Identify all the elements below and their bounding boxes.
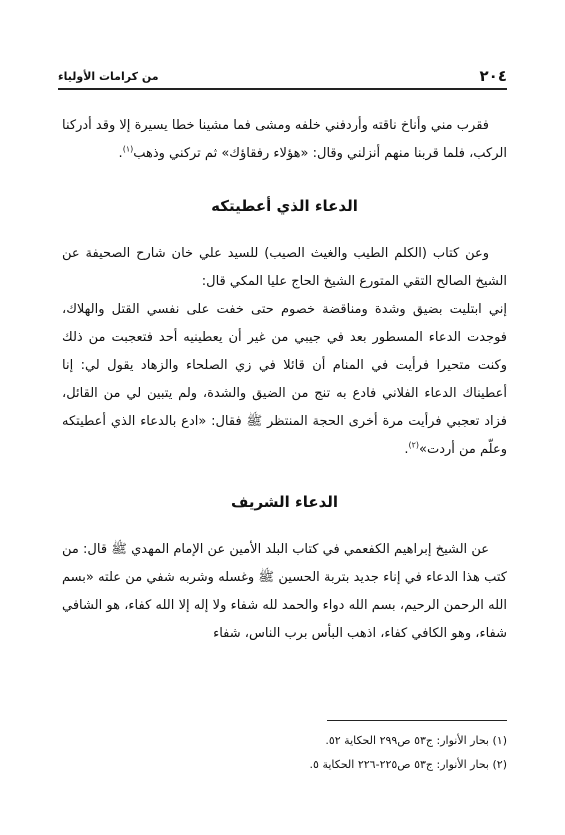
paragraph-end: . [118, 146, 123, 161]
running-title: من كرامات الأولياء [58, 70, 159, 83]
footnote: (٢) بحار الأنوار: ج٥٣ ص٢٢٥-٢٢٦ الحكاية ٥. [309, 758, 507, 771]
paragraph-story [62, 296, 507, 464]
paragraph-text: فقرب مني وأناخ ناقته وأردفني خلفه ومشى فما مشينا خطا يسيرة إلا وقد أدركنا الركب، فلما قربنا منهم أنزلني وقال: «هؤلاء رفقاؤك» ثم تركني وذهب [62, 118, 507, 161]
footnotes [62, 720, 507, 777]
paragraph-end: . [404, 442, 409, 457]
paragraph-source: وعن كتاب (الكلم الطيب والغيث الصيب) للسيد علي خان شارح الصحيفة عن الشيخ الصالح التقي المتورع الشيخ الحاج عليا المكي قال: [62, 246, 507, 289]
page-body [62, 112, 507, 648]
section-heading: الدعاء الذي أعطيتكه [211, 197, 358, 215]
footnote-marker: (١) [122, 144, 134, 154]
page-header [58, 62, 507, 90]
section-heading: الدعاء الشريف [230, 493, 339, 511]
paragraph-prayer: عن الشيخ إبراهيم الكفعمي في كتاب البلد الأمين عن الإمام المهدي ﷺ قال: من كتب هذا الدعاء في إناء جديد بتربة الحسين ﷺ وغسله وشربه شفي من علته «بسم الله الرحمن الرحيم، بسم الله دواء والحمد لله شفاء ولا إله إلا الله كفاء، هو الشافي شفاء، وهو الكافي كفاء، اذهب البأس برب الناس، شفاء [62, 542, 507, 641]
paragraph-continuation [62, 112, 507, 168]
footnote-divider [327, 720, 507, 721]
page-number: ٢٠٤ [479, 67, 507, 85]
paragraph-text: إني ابتليت بضيق وشدة ومناقضة خصوم حتى خفت على نفسي القتل والهلاك، فوجدت الدعاء المسطور بعد في جيبي من غير أن يعطينيه أحد فتعجبت من ذلك وكنت متحيرا فرأيت في المنام أن قائلا في زي الصلحاء والزهاد يقول لي: إنا أعطيناك الدعاء الفلاني فادع به تنج من الضيق والشدة، ولم يتبين لي من القائل، فزاد تعجبي فرأيت مرة أخرى الحجة المنتظر ﷺ فقال: «ادع بالدعاء الذي أعطيتكه وعلّم من أردت» [62, 302, 507, 457]
footnote: (١) بحار الأنوار: ج٥٣ ص٢٩٩ الحكاية ٥٢. [325, 734, 507, 747]
footnote-marker: (٢) [408, 440, 419, 450]
